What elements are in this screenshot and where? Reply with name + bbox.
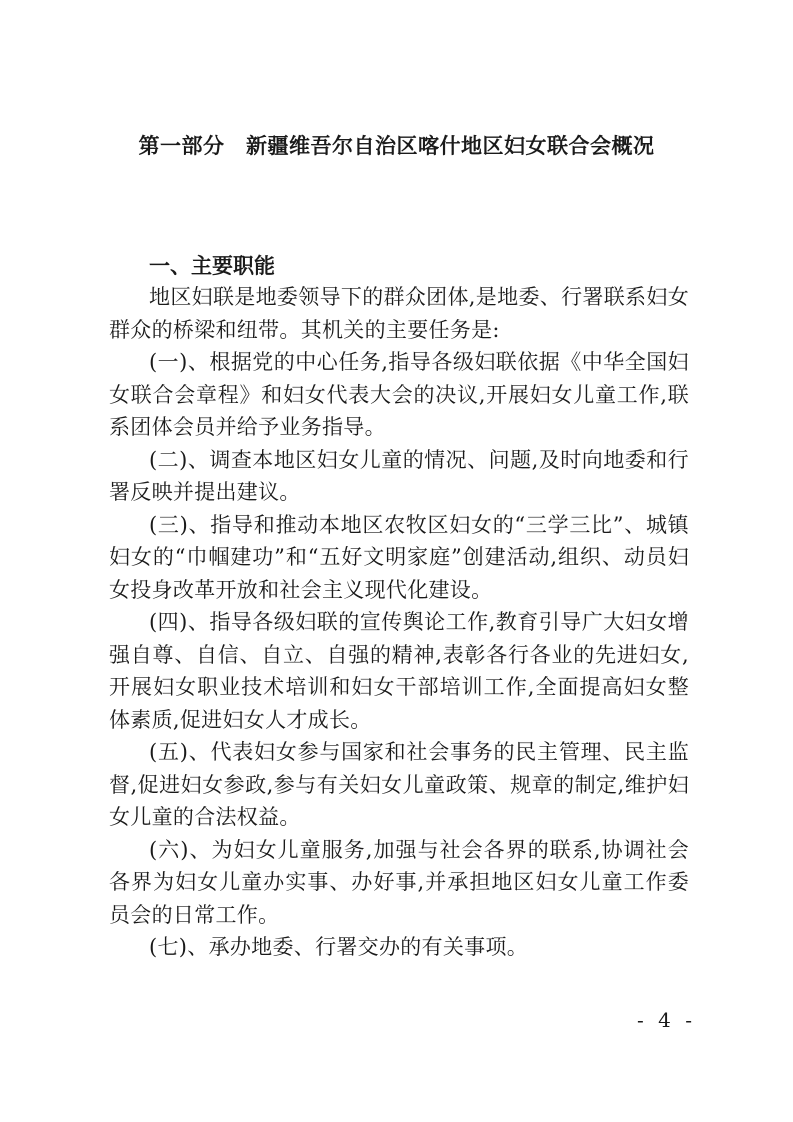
paragraph-item-5: (五)、代表妇女参与国家和社会事务的民主管理、民主监督,促进妇女参政,参与有关妇女儿童政策、规章的制定,维护妇女儿童的合法权益。 (109, 740, 689, 829)
page-title: 第一部分 新疆维吾尔自治区喀什地区妇女联合会概况 (138, 134, 655, 158)
paragraph-item-1: (一)、根据党的中心任务,指导各级妇联依据《中华全国妇女联合会章程》和妇女代表大会的决议,开展妇女儿童工作,联系团体会员并给予业务指导。 (109, 350, 689, 439)
section-heading: 一、主要职能 (149, 254, 275, 278)
page-number: - 4 - (637, 1008, 696, 1032)
paragraph-item-6: (六)、为妇女儿童服务,加强与社会各界的联系,协调社会各界为妇女儿童办实事、办好事,并承担地区妇女儿童工作委员会的日常工作。 (109, 837, 689, 927)
paragraph-item-7: (七)、承办地委、行署交办的有关事项。 (149, 935, 529, 959)
paragraph-item-2: (二)、调查本地区妇女儿童的情况、问题,及时向地委和行署反映并提出建议。 (109, 447, 689, 504)
body-text (109, 281, 689, 964)
paragraph-item-4: (四)、指导各级妇联的宣传舆论工作,教育引导广大妇女增强自尊、自信、自立、自强的精神,表彰各行各业的先进妇女,开展妇女职业技术培训和妇女干部培训工作,全面提高妇女整体素质,促进妇女人才成长。 (109, 610, 689, 732)
paragraph-intro: 地区妇联是地委领导下的群众团体,是地委、行署联系妇女群众的桥梁和纽带。其机关的主要任务是: (109, 285, 689, 342)
paragraph-item-3: (三)、指导和推动本地区农牧区妇女的“三学三比”、城镇妇女的“巾帼建功”和“五好文明家庭”创建活动,组织、动员妇女投身改革开放和社会主义现代化建设。 (109, 512, 689, 602)
